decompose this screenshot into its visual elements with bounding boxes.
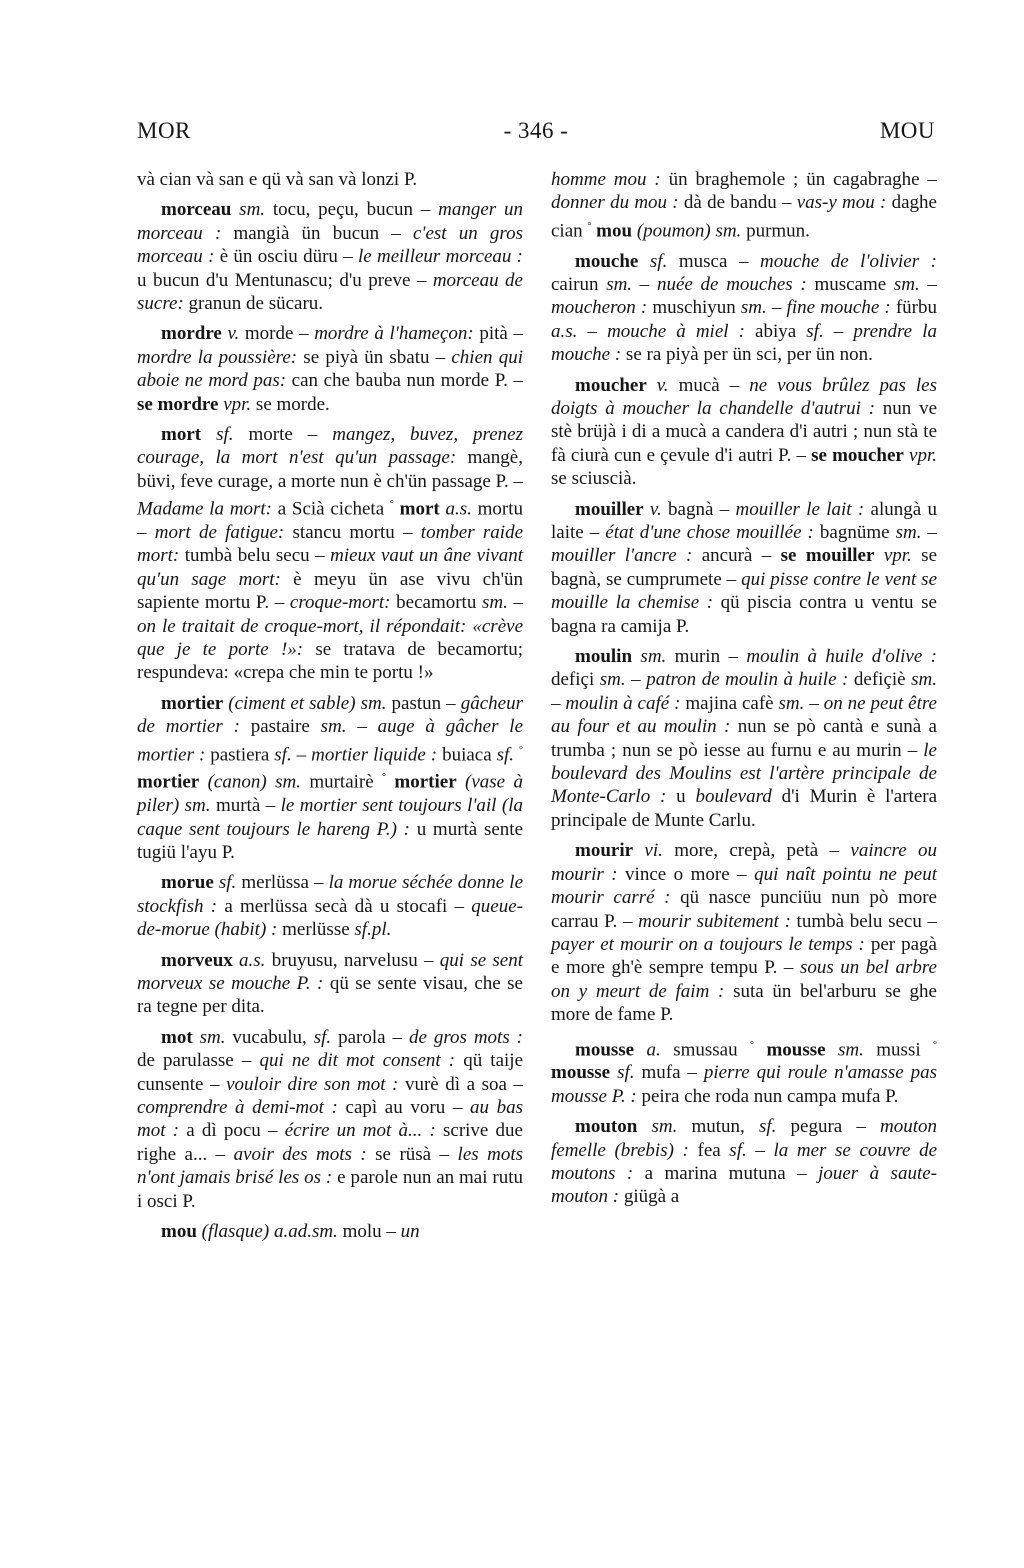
- definition-text: ancurà –: [692, 545, 781, 567]
- definition-text: [826, 1039, 838, 1060]
- definition-text: u: [666, 786, 696, 808]
- french-phrase: mort de fatigue:: [154, 522, 285, 544]
- dictionary-entry-mouche: [551, 250, 937, 367]
- french-phrase: la mer se couvre de moutons :: [551, 1139, 938, 1184]
- definition-text: [634, 1039, 646, 1060]
- french-phrase: sm.: [893, 273, 920, 295]
- french-phrase: qui naît pointu ne peut mourir carré :: [551, 863, 938, 909]
- definition-text: tumbà belu secu –: [790, 910, 937, 932]
- french-phrase: avoir des mots :: [233, 1143, 367, 1165]
- dictionary-entry-morveux: [137, 949, 523, 1019]
- french-phrase: au bas mot :: [137, 1097, 523, 1142]
- definition-text: a dì pocu –: [179, 1120, 285, 1142]
- french-phrase: mouche à miel :: [607, 320, 745, 342]
- definition-text: se ra piyà per ün sci, per ün non.: [621, 344, 873, 366]
- definition-text: pastun –: [386, 692, 461, 714]
- french-phrase: Madame la mort:: [137, 498, 272, 520]
- headword: mortier: [161, 692, 224, 714]
- definition-text: mucà –: [668, 374, 750, 396]
- headword: mousse: [766, 1038, 826, 1060]
- headword: moucher: [575, 374, 647, 396]
- definition-text: defiçiè: [848, 669, 912, 691]
- page-header: [137, 118, 935, 150]
- french-phrase: écrire un mot à... :: [284, 1120, 436, 1142]
- french-phrase: fine mouche :: [786, 297, 891, 319]
- definition-text: mangè, büvi, feve curage, a morte nun è ch'ün passage P. –: [137, 447, 523, 492]
- french-phrase: sm.: [837, 1038, 864, 1060]
- definition-text: [638, 251, 650, 272]
- french-phrase: moulin à huile d'olive :: [746, 646, 937, 668]
- french-phrase: manger un morceau :: [137, 199, 523, 244]
- french-phrase: pierre qui roule n'amasse pas mousse P. :: [551, 1062, 938, 1107]
- definition-text: [199, 772, 207, 793]
- definition-text: bagnüme: [813, 522, 896, 544]
- definition-text: se morde.: [251, 393, 330, 415]
- french-phrase: c'est un gros morceau :: [137, 222, 524, 268]
- french-phrase: ne vous brûlez pas les doigts à moucher la chandelle d'autrui :: [551, 374, 938, 419]
- definition-text: [637, 1116, 651, 1137]
- definition-text: se tratava de becamortu; respundeva: «crepa che min te portu !»: [137, 639, 523, 684]
- definition-text: musca –: [667, 250, 761, 272]
- dictionary-entry-mortier: [137, 692, 523, 865]
- definition-text: è meyu ün ase vivu ch'ün sapiente mortu P. –: [137, 568, 523, 614]
- french-phrase: (poumon) sm.: [636, 220, 742, 242]
- definition-text: u bucun d'u Mentunascu; d'u preve –: [137, 269, 433, 291]
- definition-text: nun ve stè brüjà i di a mucà a candera d'i autri ; nun stà te fà ciurà cun e çevule d'i autri P. –: [551, 397, 937, 466]
- headword: moulin: [575, 646, 633, 668]
- definition-text: –: [746, 1139, 774, 1161]
- definition-text: granun de süсaru.: [183, 293, 324, 315]
- definition-text: cairun: [551, 273, 607, 295]
- definition-text: vucabulu,: [225, 1026, 314, 1048]
- definition-text: se rüsà –: [366, 1143, 458, 1165]
- dictionary-entry-mouiller: [551, 498, 937, 638]
- french-phrase: chien qui aboie ne mord pas:: [137, 346, 523, 392]
- french-phrase: vouloir dire son mot :: [226, 1073, 399, 1095]
- definition-text: bagnà –: [661, 498, 736, 520]
- french-phrase: (flasque) a.ad.sm.: [201, 1221, 338, 1243]
- headword: mou: [596, 220, 633, 242]
- definition-text: majina cafè: [680, 692, 779, 714]
- definition-text: tumbà belu secu –: [179, 545, 331, 567]
- dictionary-entry-morceau: [137, 198, 523, 315]
- french-phrase: a.s.: [445, 498, 472, 520]
- french-phrase: qui pisse contre le vent se mouille la chemise :: [551, 568, 937, 614]
- definition-text: –: [823, 320, 854, 342]
- headword: mot: [161, 1026, 193, 1048]
- homograph-marker: °: [750, 1039, 755, 1051]
- french-phrase: sm.: [606, 273, 633, 295]
- header-left-guide-word: MOR: [137, 118, 191, 143]
- french-phrase: moucheron :: [551, 297, 648, 319]
- french-phrase: patron de moulin à huile :: [646, 669, 849, 691]
- dictionary-entry-mourir: [551, 839, 937, 1026]
- definition-text: a merlüssa secà dà u stocafi –: [217, 895, 472, 917]
- definition-text: qü taije cunsente –: [137, 1050, 523, 1095]
- french-phrase: comprendre à demi-mot :: [137, 1097, 338, 1119]
- definition-text: –: [919, 273, 937, 295]
- french-phrase: sm.: [360, 692, 387, 714]
- french-phrase: le mortier sent toujours l'ail (la caque sent toujours le hareng P.) :: [137, 795, 524, 840]
- definition-text: mortu –: [137, 498, 524, 544]
- definition-text: morte –: [233, 424, 333, 446]
- headword: mortier: [137, 771, 200, 793]
- definition-text: de parulasse –: [137, 1050, 260, 1072]
- headword: mort: [399, 498, 440, 520]
- definition-text: murin –: [666, 646, 747, 668]
- definition-text: dà de bandu –: [678, 192, 797, 214]
- french-phrase: mouiller le lait :: [735, 498, 865, 520]
- headword: mordre: [161, 323, 222, 345]
- definition-text: se bagnà, se cumprumete –: [551, 545, 937, 590]
- right-column: [551, 168, 937, 1216]
- french-phrase: sm.: [740, 297, 767, 319]
- definition-text: se piyà ün sbatu –: [297, 346, 452, 368]
- french-phrase: de gros mots :: [408, 1026, 523, 1048]
- french-phrase: sm.: [239, 199, 266, 221]
- french-phrase: mordre la poussière:: [137, 346, 298, 368]
- definition-text: d'i Murin è l'artera principale de Munte Carlu.: [551, 786, 938, 831]
- definition-text: mutun,: [677, 1116, 759, 1138]
- french-phrase: qui se sent morveux se mouche P. :: [137, 949, 524, 994]
- headword: morceau: [161, 199, 232, 221]
- page-number: - 346 -: [503, 118, 569, 143]
- french-phrase: prendre la mouche :: [551, 320, 937, 366]
- definition-text: [201, 424, 216, 445]
- headword: mou: [161, 1221, 197, 1243]
- definition-text: ün braghemole ; ün cagabraghe –: [660, 169, 937, 190]
- french-phrase: mouton femelle (brebis) :: [551, 1116, 938, 1161]
- definition-text: và cian và san e qü và san và lonzi P.: [137, 169, 418, 190]
- headword: mortier: [394, 771, 457, 793]
- definition-text: –: [577, 320, 608, 342]
- dictionary-entry-mot: [137, 1026, 523, 1213]
- french-phrase: sf.: [758, 1116, 777, 1138]
- homograph-marker: °: [587, 220, 592, 232]
- headword: mouche: [575, 250, 639, 272]
- definition-text: qü piscia contra u ventu se bagna ra camija P.: [551, 592, 937, 637]
- homograph-marker: °: [389, 499, 394, 511]
- headword: mousse: [551, 1062, 611, 1084]
- dictionary-entry-mort: [137, 423, 523, 685]
- definition-text: fea: [688, 1139, 730, 1161]
- french-phrase: mieux vaut un âne vivant qu'un sage mort:: [137, 545, 523, 590]
- definition-text: tocu, peçu, bucun –: [265, 199, 439, 221]
- french-phrase: mortier liquide :: [311, 744, 438, 765]
- definition-text: mufa –: [634, 1062, 704, 1084]
- definition-text: suta ün bel'arburu se ghe more de fame P.: [551, 980, 937, 1026]
- definition-text: scrive due righe a... –: [137, 1120, 523, 1165]
- french-phrase: tomber raide mort:: [137, 522, 524, 567]
- definition-text: giügà a: [619, 1186, 680, 1208]
- french-phrase: a.s.: [551, 320, 578, 342]
- french-phrase: sm.: [199, 1026, 226, 1048]
- french-phrase: sm.: [481, 592, 508, 614]
- definition-text: can che bauba nun morde P. –: [286, 370, 523, 392]
- french-phrase: le meilleur morceau :: [358, 246, 523, 268]
- french-phrase: sm.: [778, 692, 805, 714]
- french-phrase: a.s.: [239, 949, 266, 971]
- french-phrase: sm.: [599, 669, 626, 691]
- french-phrase: sf.: [806, 320, 824, 342]
- definition-text: abiya: [744, 320, 807, 342]
- french-phrase: mangez, buvez, prenez courage, la mort n'est qu'un passage:: [137, 424, 523, 469]
- french-phrase: sm.: [320, 716, 347, 738]
- french-phrase: mouche de l'olivier :: [760, 250, 938, 272]
- french-phrase: morceau de sucre:: [137, 269, 523, 315]
- left-column: [137, 168, 523, 1250]
- definition-text: [874, 545, 883, 566]
- dictionary-entry-mou: [137, 1220, 523, 1243]
- french-phrase: croque-mort:: [289, 592, 391, 614]
- definition-text: –: [804, 692, 824, 714]
- french-phrase: boulevard: [695, 786, 772, 808]
- french-phrase: sf.: [617, 1062, 635, 1084]
- french-phrase: a.: [646, 1038, 661, 1060]
- french-phrase: sf.: [216, 424, 234, 446]
- dictionary-entry-mouton: [551, 1115, 937, 1209]
- definition-text: [647, 375, 657, 396]
- headword: morue: [161, 872, 214, 894]
- homograph-marker: °: [519, 744, 523, 756]
- definition-text: a Scià cicheta: [271, 498, 390, 520]
- definition-text: e parole nun an mai rutu i osci P.: [137, 1167, 524, 1212]
- french-phrase: (ciment et sable): [228, 692, 356, 714]
- definition-text: muscame: [806, 273, 894, 295]
- headword: mort: [161, 424, 202, 446]
- dictionary-entry-morue: [137, 871, 523, 941]
- headword: mouton: [575, 1116, 638, 1138]
- french-phrase: (canon) sm.: [207, 771, 301, 793]
- dictionary-entry-moulin: [551, 645, 937, 832]
- definition-text: pastaire: [239, 716, 321, 738]
- definition-text: qü se sente visau, che se ra tegne per dita.: [137, 972, 523, 1018]
- definition-text: –: [507, 592, 523, 614]
- french-phrase: sm.: [651, 1116, 678, 1138]
- definition-text: –: [346, 716, 378, 738]
- definition-text: –: [551, 692, 566, 714]
- definition-text: bruyusu, narvelusu –: [265, 949, 440, 971]
- definition-text: –: [291, 744, 312, 765]
- headword: se moucher: [811, 444, 904, 466]
- french-phrase: état d'une chose mouillée :: [605, 522, 814, 544]
- dictionary-entry-mordre: [137, 322, 523, 416]
- dictionary-entry-moucher: [551, 374, 937, 491]
- definition-text: [193, 1027, 200, 1048]
- dictionary-entry-continuation: [137, 168, 523, 191]
- french-phrase: jouer à saute-mouton :: [551, 1162, 937, 1208]
- definition-text: peira che roda nun campa mufa P.: [636, 1085, 899, 1107]
- definition-text: smussau: [660, 1038, 751, 1060]
- french-phrase: moulin à café :: [565, 692, 681, 714]
- definition-text: alungà u laite –: [551, 498, 937, 544]
- french-phrase: vpr.: [223, 393, 252, 415]
- definition-text: se sciuscià.: [551, 468, 637, 490]
- definition-text: per pagà e more gh'è sempre tempu P. –: [551, 933, 937, 979]
- definition-text: [457, 772, 465, 793]
- french-phrase: la morue séchée donne le stockfish :: [137, 872, 523, 917]
- definition-text: fürbu: [890, 297, 938, 319]
- definition-text: molu –: [337, 1221, 401, 1243]
- homograph-marker: °: [382, 772, 387, 784]
- definition-text: vince o more –: [617, 863, 755, 885]
- header-right-guide-word: MOU: [879, 118, 935, 143]
- definition-text: muschiyun: [647, 297, 741, 319]
- definition-text: [231, 199, 239, 220]
- french-phrase: queue-de-morue (habit) :: [137, 895, 523, 941]
- french-phrase: vas-y mou :: [796, 192, 887, 214]
- definition-text: –: [766, 297, 787, 319]
- definition-text: morde –: [239, 323, 315, 345]
- french-phrase: on le traitait de croque-mort, il répondait: «crève que je te porte !»:: [137, 615, 523, 661]
- definition-text: daghe cian: [551, 192, 937, 242]
- french-phrase: gâcheur de mortier :: [137, 692, 524, 738]
- french-phrase: payer et mourir on a toujours le temps :: [551, 933, 865, 955]
- french-phrase: sf.: [729, 1139, 747, 1161]
- definition-text: –: [625, 669, 647, 691]
- definition-text: murtà –: [210, 795, 281, 817]
- headword: se mordre: [137, 393, 219, 415]
- definition-text: pegura –: [776, 1116, 881, 1138]
- french-phrase: v.: [227, 323, 240, 345]
- headword: mousse: [575, 1038, 635, 1060]
- definition-text: u murtà sente tugiü l'ayu P.: [137, 818, 523, 863]
- definition-text: capì au voru –: [337, 1097, 470, 1119]
- french-phrase: les mots n'ont jamais brisé les os :: [137, 1143, 524, 1189]
- french-phrase: vpr.: [883, 545, 912, 567]
- french-phrase: sm.: [895, 522, 922, 544]
- french-phrase: v.: [656, 374, 669, 396]
- french-phrase: sf.: [649, 250, 668, 272]
- french-phrase: le boulevard des Moulins est l'artère principale de Monte-Carlo :: [551, 739, 937, 808]
- french-phrase: qui ne dit mot consent :: [259, 1050, 456, 1072]
- french-phrase: sf.pl.: [354, 919, 392, 941]
- headword: morveux: [161, 949, 233, 971]
- homograph-marker: °: [933, 1039, 938, 1051]
- definition-text: defiçi: [551, 669, 600, 691]
- french-phrase: sf.: [313, 1026, 332, 1048]
- french-phrase: on ne peut être au four et au moulin :: [551, 692, 937, 738]
- definition-text: pità –: [473, 323, 523, 345]
- french-phrase: sm.: [911, 669, 937, 691]
- definition-text: nun se pò cantà e sunà a trumba ; nun se pò iesse au furnu e au murin –: [551, 716, 937, 761]
- definition-text: vurè dì a soa –: [398, 1073, 523, 1095]
- french-phrase: auge à gâcher le mortier :: [137, 716, 524, 765]
- french-phrase: v.: [649, 498, 662, 520]
- definition-text: –: [632, 273, 657, 295]
- headword: se mouiller: [780, 545, 875, 567]
- french-phrase: sf.: [274, 744, 292, 765]
- definition-text: becamortu: [390, 592, 482, 614]
- definition-text: buiaca: [437, 744, 497, 765]
- definition-text: parola –: [331, 1026, 409, 1048]
- definition-text: purmun.: [741, 220, 810, 242]
- french-phrase: sm.: [640, 646, 667, 668]
- french-phrase: (vase à piler) sm.: [137, 771, 523, 817]
- french-phrase: donner du mou :: [551, 192, 679, 214]
- definition-text: qü nasce punciüu nun pò more carrau P. –: [551, 887, 937, 932]
- definition-text: more, crepà, petà –: [662, 840, 851, 862]
- headword: mouiller: [575, 498, 644, 520]
- french-phrase: sf.: [218, 872, 237, 894]
- definition-text: stancu mortu –: [284, 522, 421, 544]
- definition-text: [754, 1039, 766, 1060]
- definition-text: murtairè: [300, 771, 383, 793]
- french-phrase: sf.: [496, 744, 515, 765]
- definition-text: pastiera: [205, 744, 275, 765]
- definition-text: a marina mutuna –: [633, 1162, 819, 1184]
- definition-text: è ün osciu düru –: [214, 246, 358, 268]
- french-phrase: homme mou :: [551, 169, 661, 190]
- french-phrase: nuée de mouches :: [656, 273, 807, 295]
- definition-text: [633, 840, 644, 861]
- definition-text: mangià ün bucun –: [221, 222, 413, 244]
- definition-text: merlüssa –: [236, 872, 329, 894]
- dictionary-entry-mousse: [551, 1034, 937, 1109]
- french-phrase: mouiller l'ancre :: [551, 545, 693, 567]
- definition-text: mussi: [863, 1038, 934, 1060]
- french-phrase: sous un bel arbre on y meurt de faim :: [551, 957, 937, 1002]
- french-phrase: vpr.: [909, 444, 937, 466]
- french-phrase: vi.: [644, 840, 663, 862]
- french-phrase: un: [400, 1221, 420, 1243]
- french-phrase: vaincre ou mourir :: [551, 840, 937, 885]
- dictionary-entry-mou-cont: [551, 168, 937, 243]
- french-phrase: mordre à l'hameçon:: [314, 323, 474, 345]
- french-phrase: mourir subitement :: [638, 910, 791, 932]
- definition-text: merlüsse: [277, 919, 355, 941]
- headword: mourir: [575, 840, 634, 862]
- definition-text: –: [921, 522, 938, 544]
